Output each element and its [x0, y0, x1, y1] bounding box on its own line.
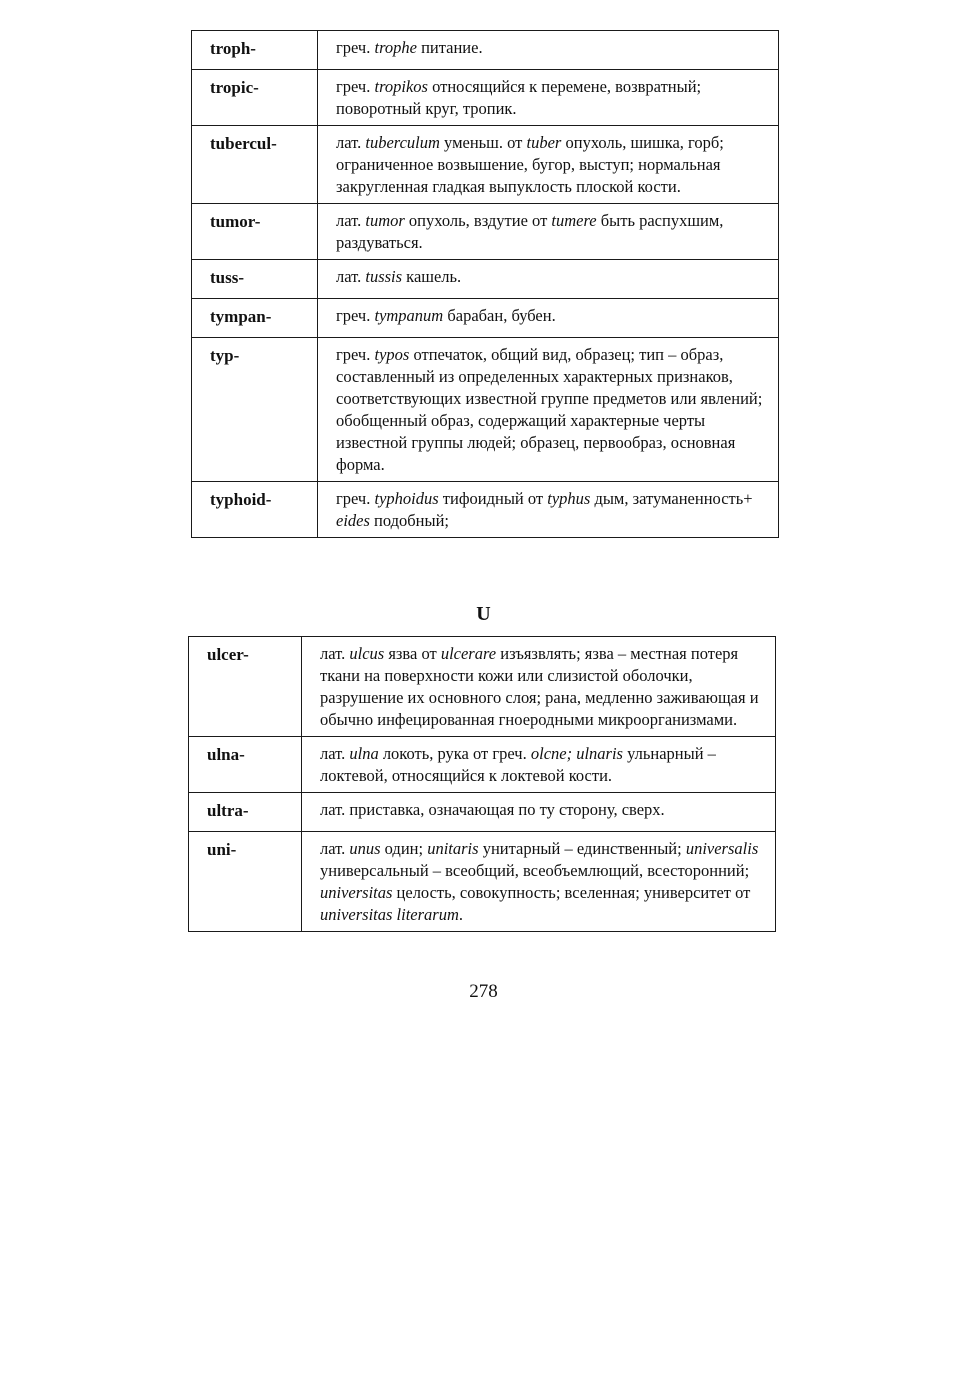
term-cell: typ-: [192, 338, 318, 482]
latin-term: tropikos: [374, 77, 428, 96]
latin-term: eides: [336, 511, 370, 530]
glossary-table-t-body: [192, 31, 779, 538]
latin-term: olcne;: [530, 744, 573, 763]
glossary-table-u-body: [189, 637, 776, 932]
glossary-row: [189, 637, 776, 737]
latin-term: tympanum: [374, 306, 444, 325]
term-cell: ulna-: [189, 737, 302, 793]
definition-cell: лат. tuberculum уменьш. от tuber опухоль, шишка, горб; ограниченное возвышение, бугор, выступ; нормальная закругленная гладкая выпуклость плоской кости.: [318, 126, 779, 204]
term-cell: ulcer-: [189, 637, 302, 737]
latin-term: universitas: [320, 883, 393, 902]
latin-term: tussis: [365, 267, 403, 286]
term-cell: tumor-: [192, 204, 318, 260]
glossary-row: [192, 70, 779, 126]
glossary-row: [192, 338, 779, 482]
latin-term: universalis: [685, 839, 759, 858]
glossary-row: [192, 31, 779, 70]
glossary-row: [192, 204, 779, 260]
term-cell: troph-: [192, 31, 318, 70]
definition-cell: лат. tumor опухоль, вздутие от tumere быть распухшим, раздуваться.: [318, 204, 779, 260]
glossary-row: [189, 793, 776, 832]
latin-term: tuber: [526, 133, 562, 152]
latin-term: ulnaris: [576, 744, 623, 763]
latin-term: typhus: [547, 489, 591, 508]
definition-cell: греч. trophe питание.: [318, 31, 779, 70]
latin-term: tumor: [365, 211, 405, 230]
definition-cell: лат. приставка, означающая по ту сторону, сверх.: [302, 793, 776, 832]
glossary-row: [189, 737, 776, 793]
term-cell: ultra-: [189, 793, 302, 832]
definition-cell: греч. tropikos относящийся к перемене, возвратный; поворотный круг, тропик.: [318, 70, 779, 126]
latin-term: tumere: [551, 211, 597, 230]
term-cell: tubercul-: [192, 126, 318, 204]
glossary-row: [189, 832, 776, 932]
definition-cell: греч. typhoidus тифоидный от typhus дым, затуманенность+ eides подобный;: [318, 482, 779, 538]
term-cell: typhoid-: [192, 482, 318, 538]
term-cell: tropic-: [192, 70, 318, 126]
page-number: 278: [469, 981, 498, 1002]
term-cell: tuss-: [192, 260, 318, 299]
term-cell: uni-: [189, 832, 302, 932]
definition-cell: лат. unus один; unitaris унитарный – единственный; universalis универсальный – всеобщий, всеобъемлющий, всесторонний; universitas целость, совокупность; вселенная; университет от universitas literarum.: [302, 832, 776, 932]
term-cell: tympan-: [192, 299, 318, 338]
glossary-row: [192, 260, 779, 299]
latin-term: trophe: [374, 38, 417, 57]
definition-cell: лат. ulcus язва от ulcerare изъязвлять; язва – местная потеря ткани на поверхности кожи или слизистой оболочки, разрушение их основного слоя; рана, медленно заживающая и обычно инфецированная гноеродными микроорганизмами.: [302, 637, 776, 737]
glossary-table-t: [191, 30, 779, 538]
latin-term: typhoidus: [374, 489, 439, 508]
glossary-row: [192, 299, 779, 338]
latin-term: unitaris: [427, 839, 479, 858]
glossary-table-u: [188, 636, 776, 932]
latin-term: ulcerare: [440, 644, 497, 663]
latin-term: typos: [374, 345, 410, 364]
definition-cell: греч. tympanum барабан, бубен.: [318, 299, 779, 338]
latin-term: unus: [349, 839, 381, 858]
latin-term: ulcus: [349, 644, 385, 663]
section-letter-heading: U: [476, 603, 491, 625]
definition-cell: лат. tussis кашель.: [318, 260, 779, 299]
latin-term: ulna: [349, 744, 379, 763]
glossary-row: [192, 482, 779, 538]
latin-term: tuberculum: [365, 133, 440, 152]
definition-cell: лат. ulna локоть, рука от греч. olcne; ulnaris ульнарный – локтевой, относящийся к локтевой кости.: [302, 737, 776, 793]
latin-term: universitas literarum: [320, 905, 459, 924]
definition-cell: греч. typos отпечаток, общий вид, образец; тип – образ, составленный из определенных характерных признаков, соответствующих известной группе предметов или явлений; обобщенный образ, содержащий характерные черты известной группы людей; образец, первообраз, основная форма.: [318, 338, 779, 482]
glossary-row: [192, 126, 779, 204]
